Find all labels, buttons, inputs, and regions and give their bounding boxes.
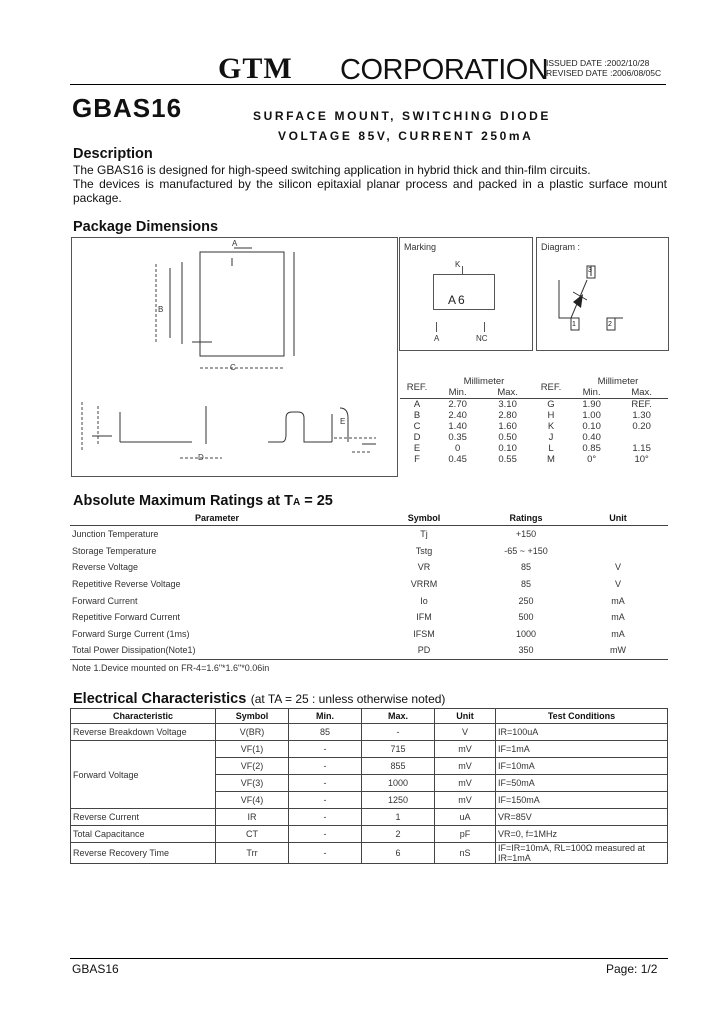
dim-ref: E bbox=[413, 443, 421, 454]
elec-symbol: CT bbox=[216, 826, 289, 843]
elec-max: 855 bbox=[362, 758, 435, 775]
table-row bbox=[400, 421, 668, 432]
elec-characteristic: Total Capacitance bbox=[71, 826, 216, 843]
elec-col-min: Min. bbox=[289, 709, 362, 724]
package-drawing-box bbox=[71, 237, 398, 477]
rating-parameter: Storage Temperature bbox=[72, 545, 157, 556]
elec-max: 715 bbox=[362, 741, 435, 758]
elec-characteristic: Reverse Recovery Time bbox=[71, 843, 216, 864]
footer-rule bbox=[70, 958, 668, 959]
rating-unit: mA bbox=[611, 595, 625, 606]
dim-ref: G bbox=[547, 399, 555, 410]
dim-max: REF. bbox=[631, 399, 652, 410]
dim-max: 0.10 bbox=[498, 443, 517, 454]
dim-min: 0° bbox=[587, 454, 597, 465]
svg-text:C: C bbox=[230, 363, 236, 372]
elec-col-conditions: Test Conditions bbox=[496, 709, 668, 724]
corporation-name: CORPORATION bbox=[340, 54, 549, 86]
dim-min: 1.90 bbox=[582, 399, 601, 410]
issued-date: ISSUED DATE :2002/10/28 bbox=[546, 58, 650, 68]
ratings-note: Note 1.Device mounted on FR-4=1.6"*1.6"*0.06in bbox=[72, 663, 270, 674]
marking-pin-a: A bbox=[434, 334, 440, 343]
table-row bbox=[70, 543, 668, 560]
date-block bbox=[546, 58, 661, 78]
dim-ref-header: REF. bbox=[400, 376, 434, 399]
dim-ref: A bbox=[413, 399, 421, 410]
elec-symbol: Trr bbox=[216, 843, 289, 864]
table-row bbox=[70, 576, 668, 593]
svg-text:B: B bbox=[158, 305, 164, 314]
elec-condition: VR=85V bbox=[496, 809, 668, 826]
elec-condition: IR=100uA bbox=[496, 724, 668, 741]
rating-unit: V bbox=[614, 579, 621, 590]
table-row bbox=[70, 642, 668, 659]
ratings-heading-prefix: Absolute Maximum Ratings at T bbox=[73, 493, 293, 509]
elec-col-max: Max. bbox=[362, 709, 435, 724]
diagram-pin1: 1 bbox=[572, 321, 576, 328]
dim-min: 0.35 bbox=[448, 432, 467, 443]
rating-symbol: PD bbox=[417, 645, 431, 656]
elec-unit: mV bbox=[435, 741, 496, 758]
subtitle-line2: VOLTAGE 85V, CURRENT 250mA bbox=[278, 129, 534, 143]
elec-col-symbol: Symbol bbox=[216, 709, 289, 724]
dim-max: 1.15 bbox=[632, 443, 651, 454]
revised-date: REVISED DATE :2006/08/05C bbox=[546, 68, 662, 78]
dim-max-header-right: Max. bbox=[615, 387, 668, 399]
table-row bbox=[400, 399, 668, 411]
rating-symbol: Tj bbox=[420, 529, 428, 540]
rating-parameter: Repetitive Forward Current bbox=[72, 612, 181, 623]
elec-max: - bbox=[362, 724, 435, 741]
footer-part: GBAS16 bbox=[72, 962, 119, 976]
rating-parameter: Junction Temperature bbox=[72, 529, 159, 540]
elec-symbol: VF(2) bbox=[216, 758, 289, 775]
table-row bbox=[400, 454, 668, 465]
rating-parameter: Total Power Dissipation(Note1) bbox=[72, 645, 196, 656]
dimensions-table bbox=[400, 376, 668, 465]
rating-value: 85 bbox=[520, 579, 531, 590]
table-row bbox=[400, 432, 668, 443]
elec-characteristic: Reverse Current bbox=[71, 809, 216, 826]
rating-unit: mA bbox=[611, 628, 625, 639]
elec-forward-voltage-label: Forward Voltage bbox=[71, 741, 216, 809]
elec-condition: IF=10mA bbox=[496, 758, 668, 775]
elec-col-unit: Unit bbox=[435, 709, 496, 724]
dim-min: 2.40 bbox=[448, 410, 467, 421]
dim-min: 0 bbox=[454, 443, 461, 454]
dim-ref: H bbox=[547, 410, 555, 421]
rating-value: -65 ~ +150 bbox=[504, 545, 548, 556]
rating-unit bbox=[566, 543, 668, 560]
dim-max bbox=[615, 432, 668, 443]
elec-col-characteristic: Characteristic bbox=[71, 709, 216, 724]
elec-min: - bbox=[289, 741, 362, 758]
table-row bbox=[400, 443, 668, 454]
rating-unit bbox=[566, 526, 668, 543]
rating-value: 350 bbox=[518, 645, 534, 656]
rating-symbol: IFSM bbox=[413, 628, 435, 639]
elec-min: - bbox=[289, 792, 362, 809]
elec-min: 85 bbox=[289, 724, 362, 741]
dim-min-header: Min. bbox=[434, 387, 481, 399]
dim-min: 1.40 bbox=[448, 421, 467, 432]
dim-max-header: Max. bbox=[481, 387, 534, 399]
elec-unit: pF bbox=[435, 826, 496, 843]
rating-symbol: VR bbox=[417, 562, 431, 573]
ratings-heading bbox=[73, 493, 333, 509]
table-row bbox=[71, 843, 668, 864]
elec-max: 1 bbox=[362, 809, 435, 826]
electrical-heading-note: (at TA = 25 : unless otherwise noted) bbox=[250, 692, 446, 706]
dim-min: 0.10 bbox=[582, 421, 601, 432]
elec-condition: IF=1mA bbox=[496, 741, 668, 758]
elec-unit: mV bbox=[435, 792, 496, 809]
rating-symbol: Tstg bbox=[415, 545, 433, 556]
table-row bbox=[71, 741, 668, 758]
elec-symbol: VF(4) bbox=[216, 792, 289, 809]
ratings-header-row bbox=[70, 511, 668, 526]
table-row bbox=[70, 609, 668, 626]
marking-pin-a-lead bbox=[436, 322, 437, 332]
marking-code: A6 bbox=[448, 293, 467, 307]
description-line1: The GBAS16 is designed for high-speed switching application in hybrid thick and thin-film circuits. bbox=[73, 163, 591, 177]
electrical-table bbox=[70, 708, 668, 864]
brand-logo: GTM bbox=[218, 52, 293, 85]
elec-condition: IF=IR=10mA, RL=100Ω measured at IR=1mA bbox=[496, 843, 668, 864]
electrical-header-row bbox=[71, 709, 668, 724]
rating-parameter: Forward Current bbox=[72, 595, 138, 606]
elec-symbol: VF(3) bbox=[216, 775, 289, 792]
ratings-col-ratings: Ratings bbox=[484, 511, 566, 526]
dim-max: 3.10 bbox=[498, 399, 517, 410]
dim-min-header-right: Min. bbox=[568, 387, 615, 399]
rating-value: 250 bbox=[518, 595, 534, 606]
dim-ref: F bbox=[414, 454, 420, 465]
table-row bbox=[70, 626, 668, 643]
table-row bbox=[400, 410, 668, 421]
ratings-col-symbol: Symbol bbox=[362, 511, 484, 526]
ratings-col-parameter: Parameter bbox=[70, 511, 362, 526]
elec-unit: mV bbox=[435, 758, 496, 775]
elec-condition: IF=150mA bbox=[496, 792, 668, 809]
rating-value: 85 bbox=[520, 562, 531, 573]
elec-max: 2 bbox=[362, 826, 435, 843]
marking-label: Marking bbox=[404, 242, 437, 252]
marking-pin-nc: NC bbox=[476, 334, 488, 343]
header-rule bbox=[70, 84, 666, 85]
dim-ref: L bbox=[548, 443, 554, 454]
dim-ref-header-right: REF. bbox=[534, 376, 568, 399]
elec-symbol: VF(1) bbox=[216, 741, 289, 758]
dim-max: 1.30 bbox=[632, 410, 651, 421]
package-heading: Package Dimensions bbox=[73, 219, 219, 235]
elec-max: 1000 bbox=[362, 775, 435, 792]
rating-parameter: Forward Surge Current (1ms) bbox=[72, 628, 190, 639]
dim-max: 0.20 bbox=[632, 421, 651, 432]
dim-ref: K bbox=[547, 421, 555, 432]
table-row bbox=[70, 526, 668, 543]
elec-min: - bbox=[289, 758, 362, 775]
rating-parameter: Reverse Voltage bbox=[72, 562, 139, 573]
diagram-pin2: 2 bbox=[608, 321, 612, 328]
dim-min: 0.85 bbox=[582, 443, 601, 454]
elec-condition: IF=50mA bbox=[496, 775, 668, 792]
dim-max: 10° bbox=[634, 454, 649, 465]
rating-value: 1000 bbox=[515, 628, 537, 639]
rating-symbol: VRRM bbox=[410, 579, 438, 590]
dim-min: 1.00 bbox=[582, 410, 601, 421]
rating-parameter: Repetitive Reverse Voltage bbox=[72, 579, 181, 590]
table-row bbox=[70, 659, 668, 676]
table-row bbox=[71, 826, 668, 843]
rating-unit: V bbox=[614, 562, 621, 573]
elec-min: - bbox=[289, 826, 362, 843]
svg-text:D: D bbox=[198, 453, 204, 462]
footer-page: Page: 1/2 bbox=[606, 962, 658, 976]
dim-unit-header-right: Millimeter bbox=[597, 376, 639, 387]
elec-symbol: IR bbox=[216, 809, 289, 826]
elec-characteristic: Reverse Breakdown Voltage bbox=[71, 724, 216, 741]
dim-ref: B bbox=[413, 410, 421, 421]
dim-max: 0.55 bbox=[498, 454, 517, 465]
elec-max: 1250 bbox=[362, 792, 435, 809]
elec-condition: VR=0, f=1MHz bbox=[496, 826, 668, 843]
diagram-box bbox=[536, 237, 669, 351]
rating-value: 500 bbox=[518, 612, 534, 623]
dim-max: 2.80 bbox=[498, 410, 517, 421]
table-row bbox=[70, 559, 668, 576]
ratings-table bbox=[70, 511, 668, 676]
svg-text:A: A bbox=[232, 239, 238, 248]
table-row bbox=[71, 809, 668, 826]
ratings-col-unit: Unit bbox=[566, 511, 668, 526]
marking-pin-k: K bbox=[455, 260, 461, 269]
dim-min: 0.45 bbox=[448, 454, 467, 465]
elec-unit: nS bbox=[435, 843, 496, 864]
rating-unit: mW bbox=[610, 645, 626, 656]
rating-value: +150 bbox=[515, 529, 537, 540]
diagram-label: Diagram : bbox=[541, 242, 581, 252]
dimensions-header-row bbox=[400, 376, 668, 387]
marking-box bbox=[399, 237, 533, 351]
elec-unit: uA bbox=[435, 809, 496, 826]
dim-ref: C bbox=[413, 421, 421, 432]
electrical-heading-title: Electrical Characteristics bbox=[73, 691, 247, 707]
elec-min: - bbox=[289, 843, 362, 864]
rating-symbol: Io bbox=[420, 595, 428, 606]
svg-text:E: E bbox=[340, 417, 346, 426]
elec-min: - bbox=[289, 809, 362, 826]
elec-unit: V bbox=[435, 724, 496, 741]
dim-max: 0.50 bbox=[498, 432, 517, 443]
elec-min: - bbox=[289, 775, 362, 792]
dim-ref: M bbox=[547, 454, 555, 465]
marking-pin-k-lead bbox=[462, 266, 463, 274]
marking-pin-nc-lead bbox=[484, 322, 485, 332]
ratings-heading-suffix: = 25 bbox=[300, 493, 333, 509]
elec-max: 6 bbox=[362, 843, 435, 864]
dim-min: 0.40 bbox=[582, 432, 601, 443]
rating-unit: mA bbox=[611, 612, 625, 623]
rating-symbol: IFM bbox=[416, 612, 432, 623]
part-number: GBAS16 bbox=[72, 93, 183, 123]
dim-unit-header-left: Millimeter bbox=[463, 376, 505, 387]
description-line2: The devices is manufactured by the silicon epitaxial planar process and packed in a plastic surface mount package. bbox=[73, 177, 667, 205]
dim-max: 1.60 bbox=[498, 421, 517, 432]
diode-symbol bbox=[537, 238, 668, 350]
subtitle-line1: SURFACE MOUNT, SWITCHING DIODE bbox=[253, 109, 552, 123]
dim-ref: D bbox=[413, 432, 421, 443]
package-outline-drawing bbox=[72, 238, 397, 476]
ratings-heading-sub: A bbox=[292, 497, 301, 508]
table-row bbox=[71, 724, 668, 741]
dim-min: 2.70 bbox=[448, 399, 467, 410]
description-body bbox=[73, 163, 667, 205]
description-heading: Description bbox=[73, 146, 153, 162]
electrical-heading bbox=[73, 690, 445, 708]
diagram-pin3: 3 bbox=[588, 267, 592, 274]
dim-ref: J bbox=[548, 432, 554, 443]
elec-symbol: V(BR) bbox=[216, 724, 289, 741]
elec-unit: mV bbox=[435, 775, 496, 792]
table-row bbox=[70, 592, 668, 609]
